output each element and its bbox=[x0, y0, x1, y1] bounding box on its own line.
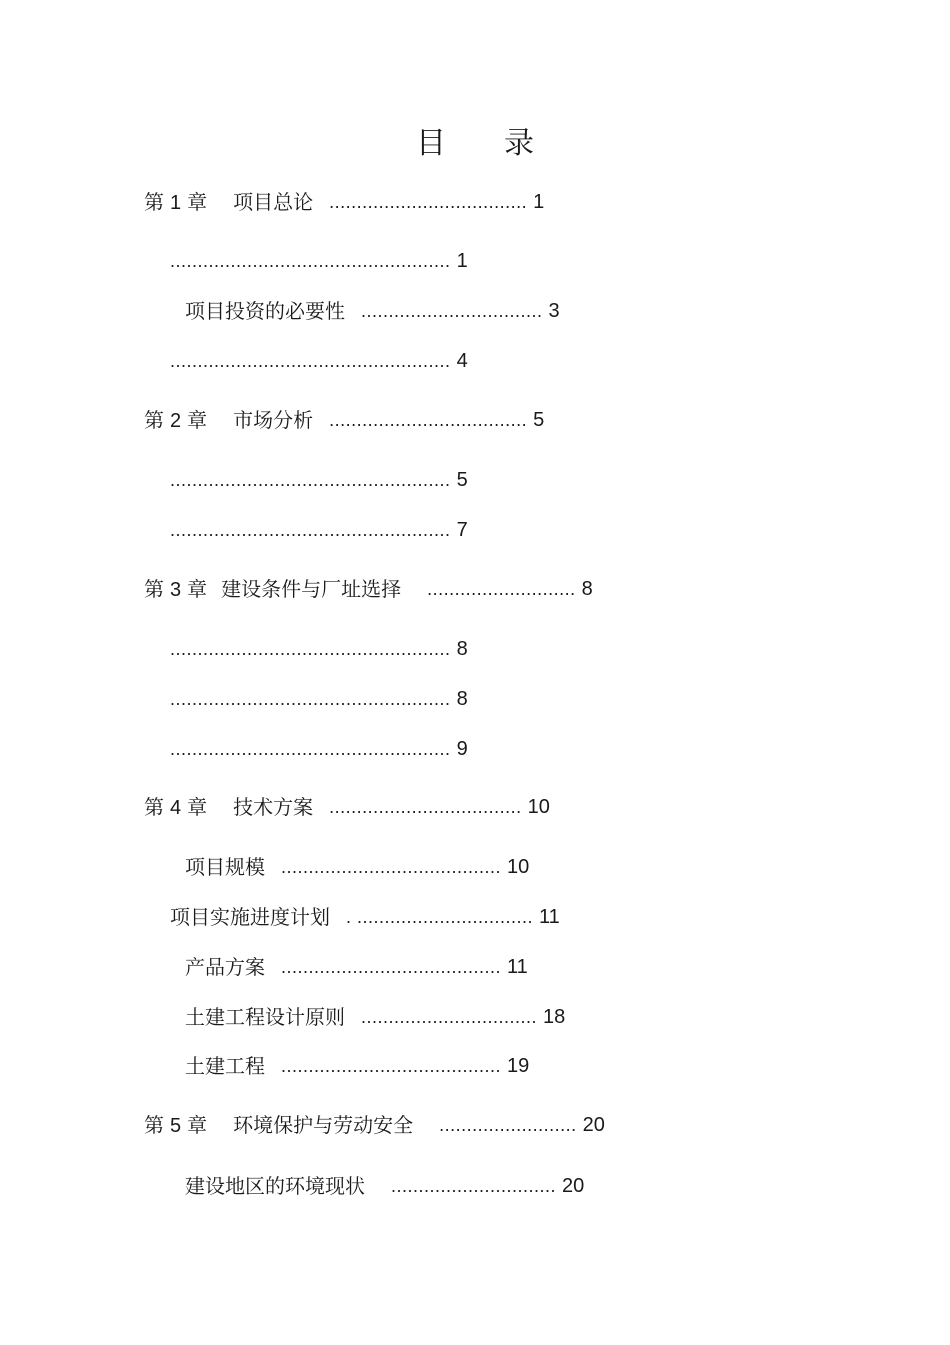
toc-page-number: 8 bbox=[456, 688, 468, 710]
toc-page-number: 11 bbox=[539, 906, 560, 928]
toc-page-number: 1 bbox=[533, 191, 545, 213]
toc-leader-dots: .................................... bbox=[329, 192, 528, 212]
toc-entry[interactable] bbox=[170, 636, 468, 662]
toc-label: 土建工程 bbox=[185, 1054, 265, 1078]
toc-page-number: 7 bbox=[456, 519, 468, 541]
toc-page-number: 5 bbox=[456, 469, 468, 491]
toc-leader-dots: ................................. bbox=[361, 301, 543, 321]
toc-entry[interactable] bbox=[185, 954, 528, 980]
toc-page-number: 19 bbox=[507, 1055, 530, 1077]
toc-label: 项目总论 bbox=[233, 190, 314, 214]
toc-label: 环境保护与劳动安全 bbox=[233, 1113, 414, 1137]
toc-leader-dots: ................................................... bbox=[170, 470, 451, 490]
page-title bbox=[0, 126, 950, 162]
toc-chapter-3[interactable] bbox=[144, 576, 593, 602]
toc-page-number: 8 bbox=[456, 638, 468, 660]
toc-entry[interactable] bbox=[170, 467, 468, 493]
title-char-1: 目 bbox=[416, 126, 446, 161]
chapter-number: 第 4 章 bbox=[144, 795, 208, 819]
toc-page-number: 1 bbox=[456, 250, 468, 272]
toc-leader-dots: .................................... bbox=[329, 410, 528, 430]
toc-leader-dots: ........................................ bbox=[281, 1056, 502, 1076]
toc-entry[interactable] bbox=[185, 854, 529, 880]
toc-label: 市场分析 bbox=[233, 408, 314, 432]
toc-leader-dots: ................................................... bbox=[170, 689, 451, 709]
toc-entry[interactable] bbox=[170, 517, 468, 543]
toc-page-number: 10 bbox=[507, 856, 530, 878]
toc-leader-dots: . ................................ bbox=[346, 907, 534, 927]
toc-page-number: 20 bbox=[582, 1114, 605, 1136]
toc-leader-dots: ................................................... bbox=[170, 520, 451, 540]
toc-page-number: 10 bbox=[527, 796, 550, 818]
toc-entry[interactable] bbox=[185, 1053, 529, 1079]
toc-label: 土建工程设计原则 bbox=[185, 1005, 345, 1029]
toc-leader-dots: ........................................ bbox=[281, 957, 502, 977]
toc-page-number: 8 bbox=[581, 578, 593, 600]
toc-label: 项目规模 bbox=[185, 855, 265, 879]
toc-entry[interactable] bbox=[170, 736, 468, 762]
toc-entry[interactable] bbox=[185, 1173, 584, 1199]
toc-chapter-2[interactable] bbox=[144, 407, 544, 433]
toc-label: 项目实施进度计划 bbox=[170, 905, 330, 929]
toc-label: 项目投资的必要性 bbox=[185, 299, 345, 323]
toc-page-number: 18 bbox=[543, 1006, 566, 1028]
toc-label: 产品方案 bbox=[185, 955, 265, 979]
toc-page-number: 11 bbox=[507, 956, 528, 978]
toc-leader-dots: ................................................... bbox=[170, 251, 451, 271]
toc-leader-dots: ................................... bbox=[329, 797, 522, 817]
title-char-2: 录 bbox=[504, 126, 534, 161]
toc-label: 建设条件与厂址选择 bbox=[221, 577, 402, 601]
toc-leader-dots: ........................... bbox=[427, 579, 576, 599]
toc-entry[interactable] bbox=[170, 904, 560, 930]
chapter-number: 第 3 章 bbox=[144, 577, 208, 601]
toc-page-number: 3 bbox=[548, 300, 560, 322]
toc-chapter-4[interactable] bbox=[144, 794, 550, 820]
toc-page-number: 9 bbox=[456, 738, 468, 760]
toc-leader-dots: ........................................ bbox=[281, 857, 502, 877]
toc-label: 技术方案 bbox=[233, 795, 314, 819]
toc-leader-dots: ......................... bbox=[439, 1115, 577, 1135]
toc-entry[interactable] bbox=[185, 298, 560, 324]
toc-page-number: 4 bbox=[456, 350, 468, 372]
toc-entry[interactable] bbox=[185, 1004, 565, 1030]
toc-entry[interactable] bbox=[170, 248, 468, 274]
toc-leader-dots: ................................................... bbox=[170, 739, 451, 759]
chapter-number: 第 2 章 bbox=[144, 408, 208, 432]
chapter-number: 第 1 章 bbox=[144, 190, 208, 214]
chapter-number: 第 5 章 bbox=[144, 1113, 208, 1137]
toc-leader-dots: ................................................... bbox=[170, 351, 451, 371]
toc-page-number: 20 bbox=[562, 1175, 585, 1197]
toc-leader-dots: .............................. bbox=[391, 1176, 557, 1196]
toc-entry[interactable] bbox=[170, 686, 468, 712]
toc-leader-dots: ................................ bbox=[361, 1007, 538, 1027]
toc-chapter-1[interactable] bbox=[144, 189, 544, 215]
toc-page-number: 5 bbox=[533, 409, 545, 431]
toc-label: 建设地区的环境现状 bbox=[185, 1174, 365, 1198]
toc-entry[interactable] bbox=[170, 348, 468, 374]
toc-leader-dots: ................................................... bbox=[170, 639, 451, 659]
toc-chapter-5[interactable] bbox=[144, 1112, 605, 1138]
